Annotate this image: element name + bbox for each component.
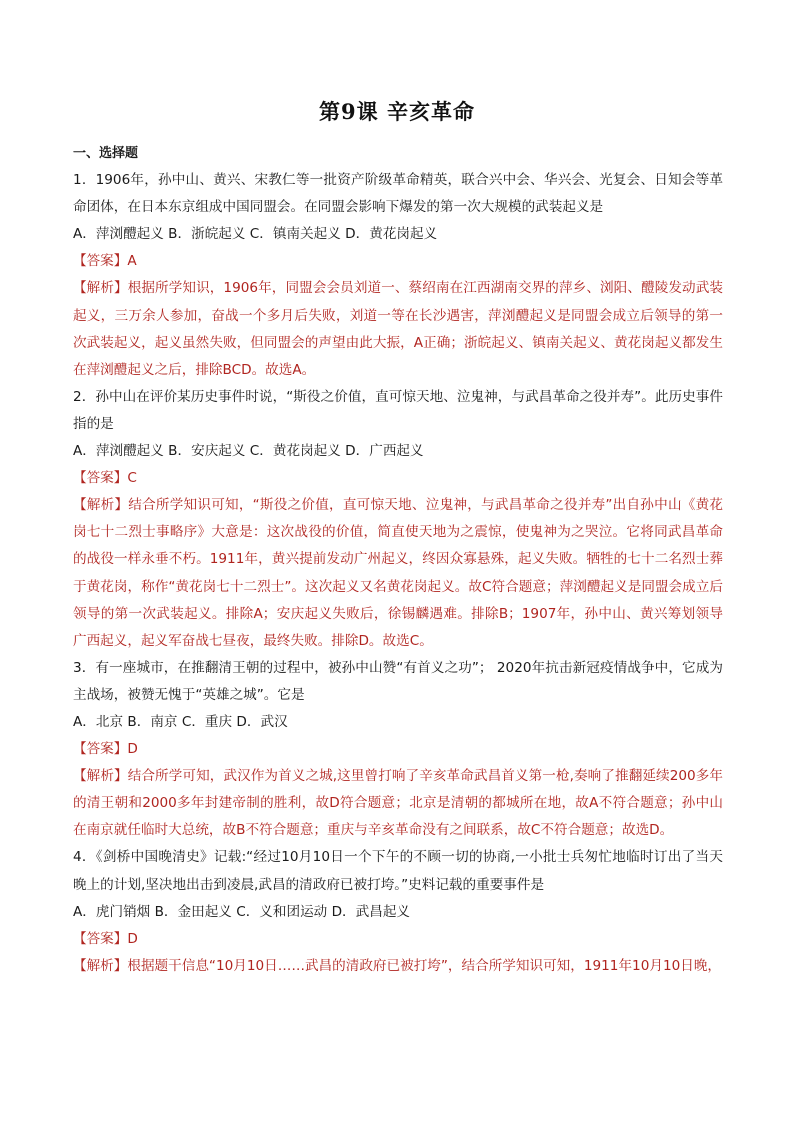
answer-tag: 【答案】 (73, 470, 128, 487)
question-options: A．萍浏醴起义 B．安庆起义 C．黄花岗起义 D．广西起义 (73, 443, 424, 460)
question-stem: 4．《剑桥中国晚清史》记载:“经过10月10日一个下午的不顾一切的协商,一小批士兵匆忙地临时订出了当天晚上的计划,坚决地出击到凌晨,武昌的清政府已被打垮。”史料记载的重要事件是 (73, 849, 723, 893)
question-stem: 3．有一座城市，在推翻清王朝的过程中，被孙中山赞“有首义之功”； 2020年抗击新冠疫情战争中，它成为主战场，被赞无愧于“英雄之城”。它是 (73, 659, 723, 703)
question-2 (73, 384, 723, 655)
answer-value: A (127, 253, 137, 270)
analysis-tag: 【解析】 (73, 768, 128, 785)
answer-tag: 【答案】 (73, 253, 128, 270)
question-stem: 2．孙中山在评价某历史事件时说，“斯役之价值，直可惊天地、泣鬼神，与武昌革命之役并寿”。此历史事件指的是 (73, 388, 723, 432)
analysis-block (73, 492, 723, 655)
answer-value: D (127, 930, 138, 947)
analysis-text: 根据所学知识，1906年，同盟会会员刘道一、蔡绍南在江西湖南交界的萍乡、浏阳、醴陵发动武装起义，三万余人参加，奋战一个多月后失败，刘道一等在长沙遇害，萍浏醴起义是同盟会成立后领导的第一次武装起义，起义虽然失败，但同盟会的声望由此大振，A正确；浙皖起义、镇南关起义、黄花岗起义都发生在萍浏醴起义之后，排除BCD。故选A。 (73, 280, 723, 378)
analysis-tag: 【解析】 (73, 957, 128, 974)
question-3 (73, 655, 723, 845)
question-options: A．萍浏醴起义 B．浙皖起义 C．镇南关起义 D．黄花岗起义 (73, 226, 438, 243)
answer-line (73, 736, 723, 763)
document-body (73, 140, 723, 980)
analysis-text: 结合所学可知，武汉作为首义之城,这里曾打响了辛亥革命武昌首义第一枪,奏响了推翻延续200多年的清王朝和2000多年封建帝制的胜利，故D符合题意；北京是清朝的都城所在地，故A不符合题意；孙中山在南京就任临时大总统，故B不符合题意；重庆与辛亥革命没有之间联系，故C不符合题意；故选D。 (73, 768, 724, 839)
question-4 (73, 844, 723, 979)
section-heading: 一、选择题 (73, 146, 139, 161)
analysis-text: 结合所学知识可知，“斯役之价值，直可惊天地、泣鬼神，与武昌革命之役并寿”出自孙中山《黄花岗七十二烈士事略序》大意是：这次战役的价值，简直使天地为之震惊，使鬼神为之哭泣。它将同武昌革命的战役一样永垂不朽。1911年，黄兴提前发动广州起义，终因众寡悬殊，起义失败。牺牲的七十二名烈士葬于黄花岗，称作“黄花岗七十二烈士”。这次起义又名黄花岗起义。故C符合题意；萍浏醴起义是同盟会成立后领导的第一次武装起义。排除A；安庆起义失败后，徐锡麟遇难。排除B；1907年，孙中山、黄兴筹划领导广西起义，起义军奋战七昼夜，最终失败。排除D。故选C。 (73, 497, 723, 649)
answer-line (73, 926, 723, 953)
page-title: 第9课 辛亥革命 (319, 99, 475, 124)
analysis-tag: 【解析】 (73, 497, 129, 514)
question-1 (73, 167, 723, 384)
analysis-tag: 【解析】 (73, 280, 128, 297)
answer-value: D (127, 741, 138, 758)
answer-line (73, 248, 723, 275)
analysis-block (73, 763, 723, 844)
analysis-text: 根据题干信息“10月10日……武昌的清政府已被打垮”，结合所学知识可知，1911年10月10日晚， (127, 957, 722, 974)
analysis-block (73, 953, 723, 980)
answer-line (73, 465, 723, 492)
question-stem: 1．1906年，孙中山、黄兴、宋教仁等一批资产阶级革命精英，联合兴中会、华兴会、光复会、日知会等革命团体，在日本东京组成中国同盟会。在同盟会影响下爆发的第一次大规模的武装起义是 (73, 172, 723, 216)
question-options: A．北京 B．南京 C．重庆 D．武汉 (73, 713, 288, 730)
answer-value: C (127, 470, 137, 487)
answer-tag: 【答案】 (73, 930, 128, 947)
question-options: A．虎门销烟 B．金田起义 C．义和团运动 D．武昌起义 (73, 903, 411, 920)
analysis-block (73, 275, 723, 383)
answer-tag: 【答案】 (73, 741, 128, 758)
